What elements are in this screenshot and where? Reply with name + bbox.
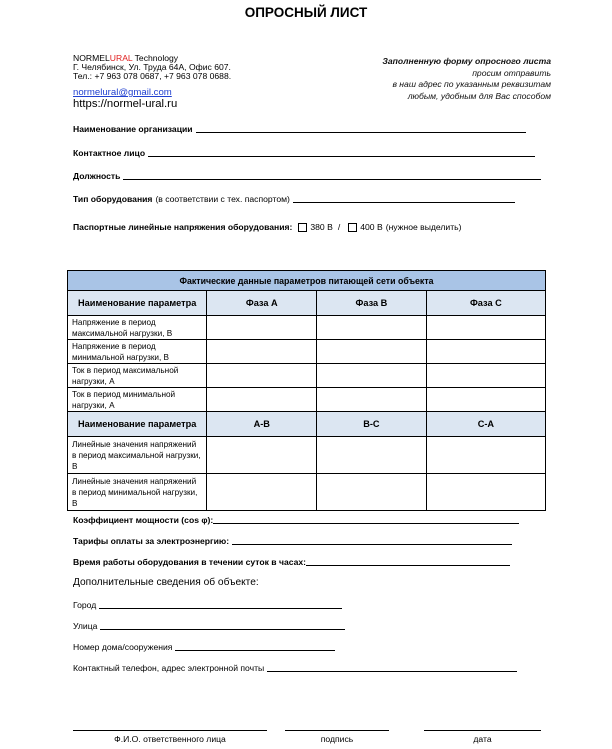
power-factor-field[interactable] <box>73 515 519 525</box>
table-row <box>68 364 546 388</box>
contacts-label: Контактный телефон, адрес электронной почты <box>73 663 265 673</box>
company-info <box>73 54 231 82</box>
row-label: Ток в период максимальной нагрузки, А <box>68 364 207 388</box>
note-line-3: в наш адрес по указанным реквизитам <box>392 79 551 90</box>
power-factor-input-line[interactable] <box>213 522 519 524</box>
email-link[interactable]: normelural@gmail.com <box>73 87 172 98</box>
name-signature-line[interactable] <box>73 729 267 731</box>
instructions-note <box>382 56 551 102</box>
phase-a-cell[interactable] <box>207 340 317 364</box>
organization-field[interactable] <box>73 124 526 134</box>
phase-a-cell[interactable] <box>207 364 317 388</box>
option-380-label: 380 В <box>310 222 333 232</box>
additional-info-heading: Дополнительные сведения об объекте: <box>73 577 259 588</box>
equipment-type-label: Тип оборудования <box>73 194 153 204</box>
phase-b-cell[interactable] <box>317 364 427 388</box>
passport-voltage-field <box>73 222 462 232</box>
phase-c-header: Фаза С <box>426 291 545 316</box>
line-ab-cell[interactable] <box>207 437 317 474</box>
position-label: Должность <box>73 171 121 181</box>
table-row <box>68 474 546 511</box>
company-name-part1: NORMEL <box>73 53 110 63</box>
phase-c-cell[interactable] <box>426 364 545 388</box>
equipment-type-field[interactable] <box>73 194 515 204</box>
line-ca-header: С-А <box>426 412 545 437</box>
work-hours-input-line[interactable] <box>306 564 510 566</box>
phase-b-cell[interactable] <box>317 388 427 412</box>
contact-person-label: Контактное лицо <box>73 148 146 158</box>
table-row <box>68 340 546 364</box>
table-row <box>68 388 546 412</box>
city-label: Город <box>73 600 97 610</box>
company-phones: Тел.: +7 963 078 0687, +7 963 078 0688. <box>73 71 232 82</box>
phase-c-cell[interactable] <box>426 340 545 364</box>
table-row <box>68 316 546 340</box>
row-label: Линейные значения напряжений в период максимальной нагрузки, В <box>68 437 207 474</box>
position-field[interactable] <box>73 171 541 181</box>
row-label: Напряжение в период максимальной нагрузки, В <box>68 316 207 340</box>
line-ab-cell[interactable] <box>207 474 317 511</box>
name-signature-label: Ф.И.О. ответственного лица <box>114 734 226 744</box>
tariffs-input-line[interactable] <box>232 543 512 545</box>
note-line-2: просим отправить <box>472 67 551 78</box>
company-name-part2: URAL <box>109 53 133 63</box>
city-input-line[interactable] <box>99 607 342 609</box>
organization-input-line[interactable] <box>196 131 526 133</box>
phase-a-header: Фаза А <box>207 291 317 316</box>
passport-voltage-label: Паспортные линейные напряжения оборудования: <box>73 222 293 232</box>
param-header: Наименование параметра <box>68 412 207 437</box>
note-line-1: Заполненную форму опросного листа <box>382 56 551 66</box>
checkbox-380[interactable] <box>298 223 307 232</box>
sign-signature-label: подпись <box>320 734 354 744</box>
company-name-part3: Technology <box>132 53 179 63</box>
table-row <box>68 437 546 474</box>
page-title: ОПРОСНЫЙ ЛИСТ <box>244 5 368 20</box>
phase-b-header: Фаза В <box>317 291 427 316</box>
street-input-line[interactable] <box>100 628 345 630</box>
power-factor-label: Коэффициент мощности (cos φ): <box>73 515 214 525</box>
equipment-type-input-line[interactable] <box>293 201 515 203</box>
work-hours-field[interactable] <box>73 557 510 567</box>
table-caption: Фактические данные параметров питающей сети объекта <box>68 271 546 291</box>
street-label: Улица <box>73 621 98 631</box>
line-ca-cell[interactable] <box>426 474 545 511</box>
contact-person-input-line[interactable] <box>148 155 535 157</box>
option-separator: / <box>337 222 341 232</box>
contact-person-field[interactable] <box>73 148 535 158</box>
phase-c-cell[interactable] <box>426 316 545 340</box>
contacts-input-line[interactable] <box>267 670 517 672</box>
street-field[interactable] <box>73 621 345 631</box>
work-hours-label: Время работы оборудования в течении суток в часах: <box>73 557 307 567</box>
option-400-label: 400 В <box>360 222 383 232</box>
row-label: Напряжение в период минимальной нагрузки, В <box>68 340 207 364</box>
contacts-field[interactable] <box>73 663 517 673</box>
line-bc-header: В-С <box>317 412 427 437</box>
line-bc-cell[interactable] <box>317 474 427 511</box>
building-input-line[interactable] <box>175 649 335 651</box>
organization-label: Наименование организации <box>73 124 193 134</box>
date-signature-line[interactable] <box>424 729 541 731</box>
option-note: (нужное выделить) <box>385 222 462 232</box>
row-label: Ток в период минимальной нагрузки, А <box>68 388 207 412</box>
tariffs-field[interactable] <box>73 536 512 546</box>
city-field[interactable] <box>73 600 342 610</box>
param-header: Наименование параметра <box>68 291 207 316</box>
building-label: Номер дома/сооружения <box>73 642 173 652</box>
phase-a-cell[interactable] <box>207 388 317 412</box>
line-bc-cell[interactable] <box>317 437 427 474</box>
phase-b-cell[interactable] <box>317 340 427 364</box>
date-signature-label: дата <box>473 734 492 744</box>
phase-a-cell[interactable] <box>207 316 317 340</box>
note-line-4: любым, удобным для Вас способом <box>407 90 551 101</box>
network-parameters-table <box>67 270 546 511</box>
sign-signature-line[interactable] <box>285 729 389 731</box>
phase-b-cell[interactable] <box>317 316 427 340</box>
position-input-line[interactable] <box>123 178 541 180</box>
line-ab-header: А-В <box>207 412 317 437</box>
checkbox-400[interactable] <box>348 223 357 232</box>
company-address: Г. Челябинск, Ул. Труда 64А, Офис 607. <box>73 62 231 73</box>
line-ca-cell[interactable] <box>426 437 545 474</box>
row-label: Линейные значения напряжений в период минимальной нагрузки, В <box>68 474 207 511</box>
tariffs-label: Тарифы оплаты за электроэнергию: <box>73 536 230 546</box>
website-text: https://normel-ural.ru <box>73 98 178 110</box>
equipment-type-note: (в соответствии с тех. паспортом) <box>155 194 290 204</box>
phase-c-cell[interactable] <box>426 388 545 412</box>
building-field[interactable] <box>73 642 335 652</box>
